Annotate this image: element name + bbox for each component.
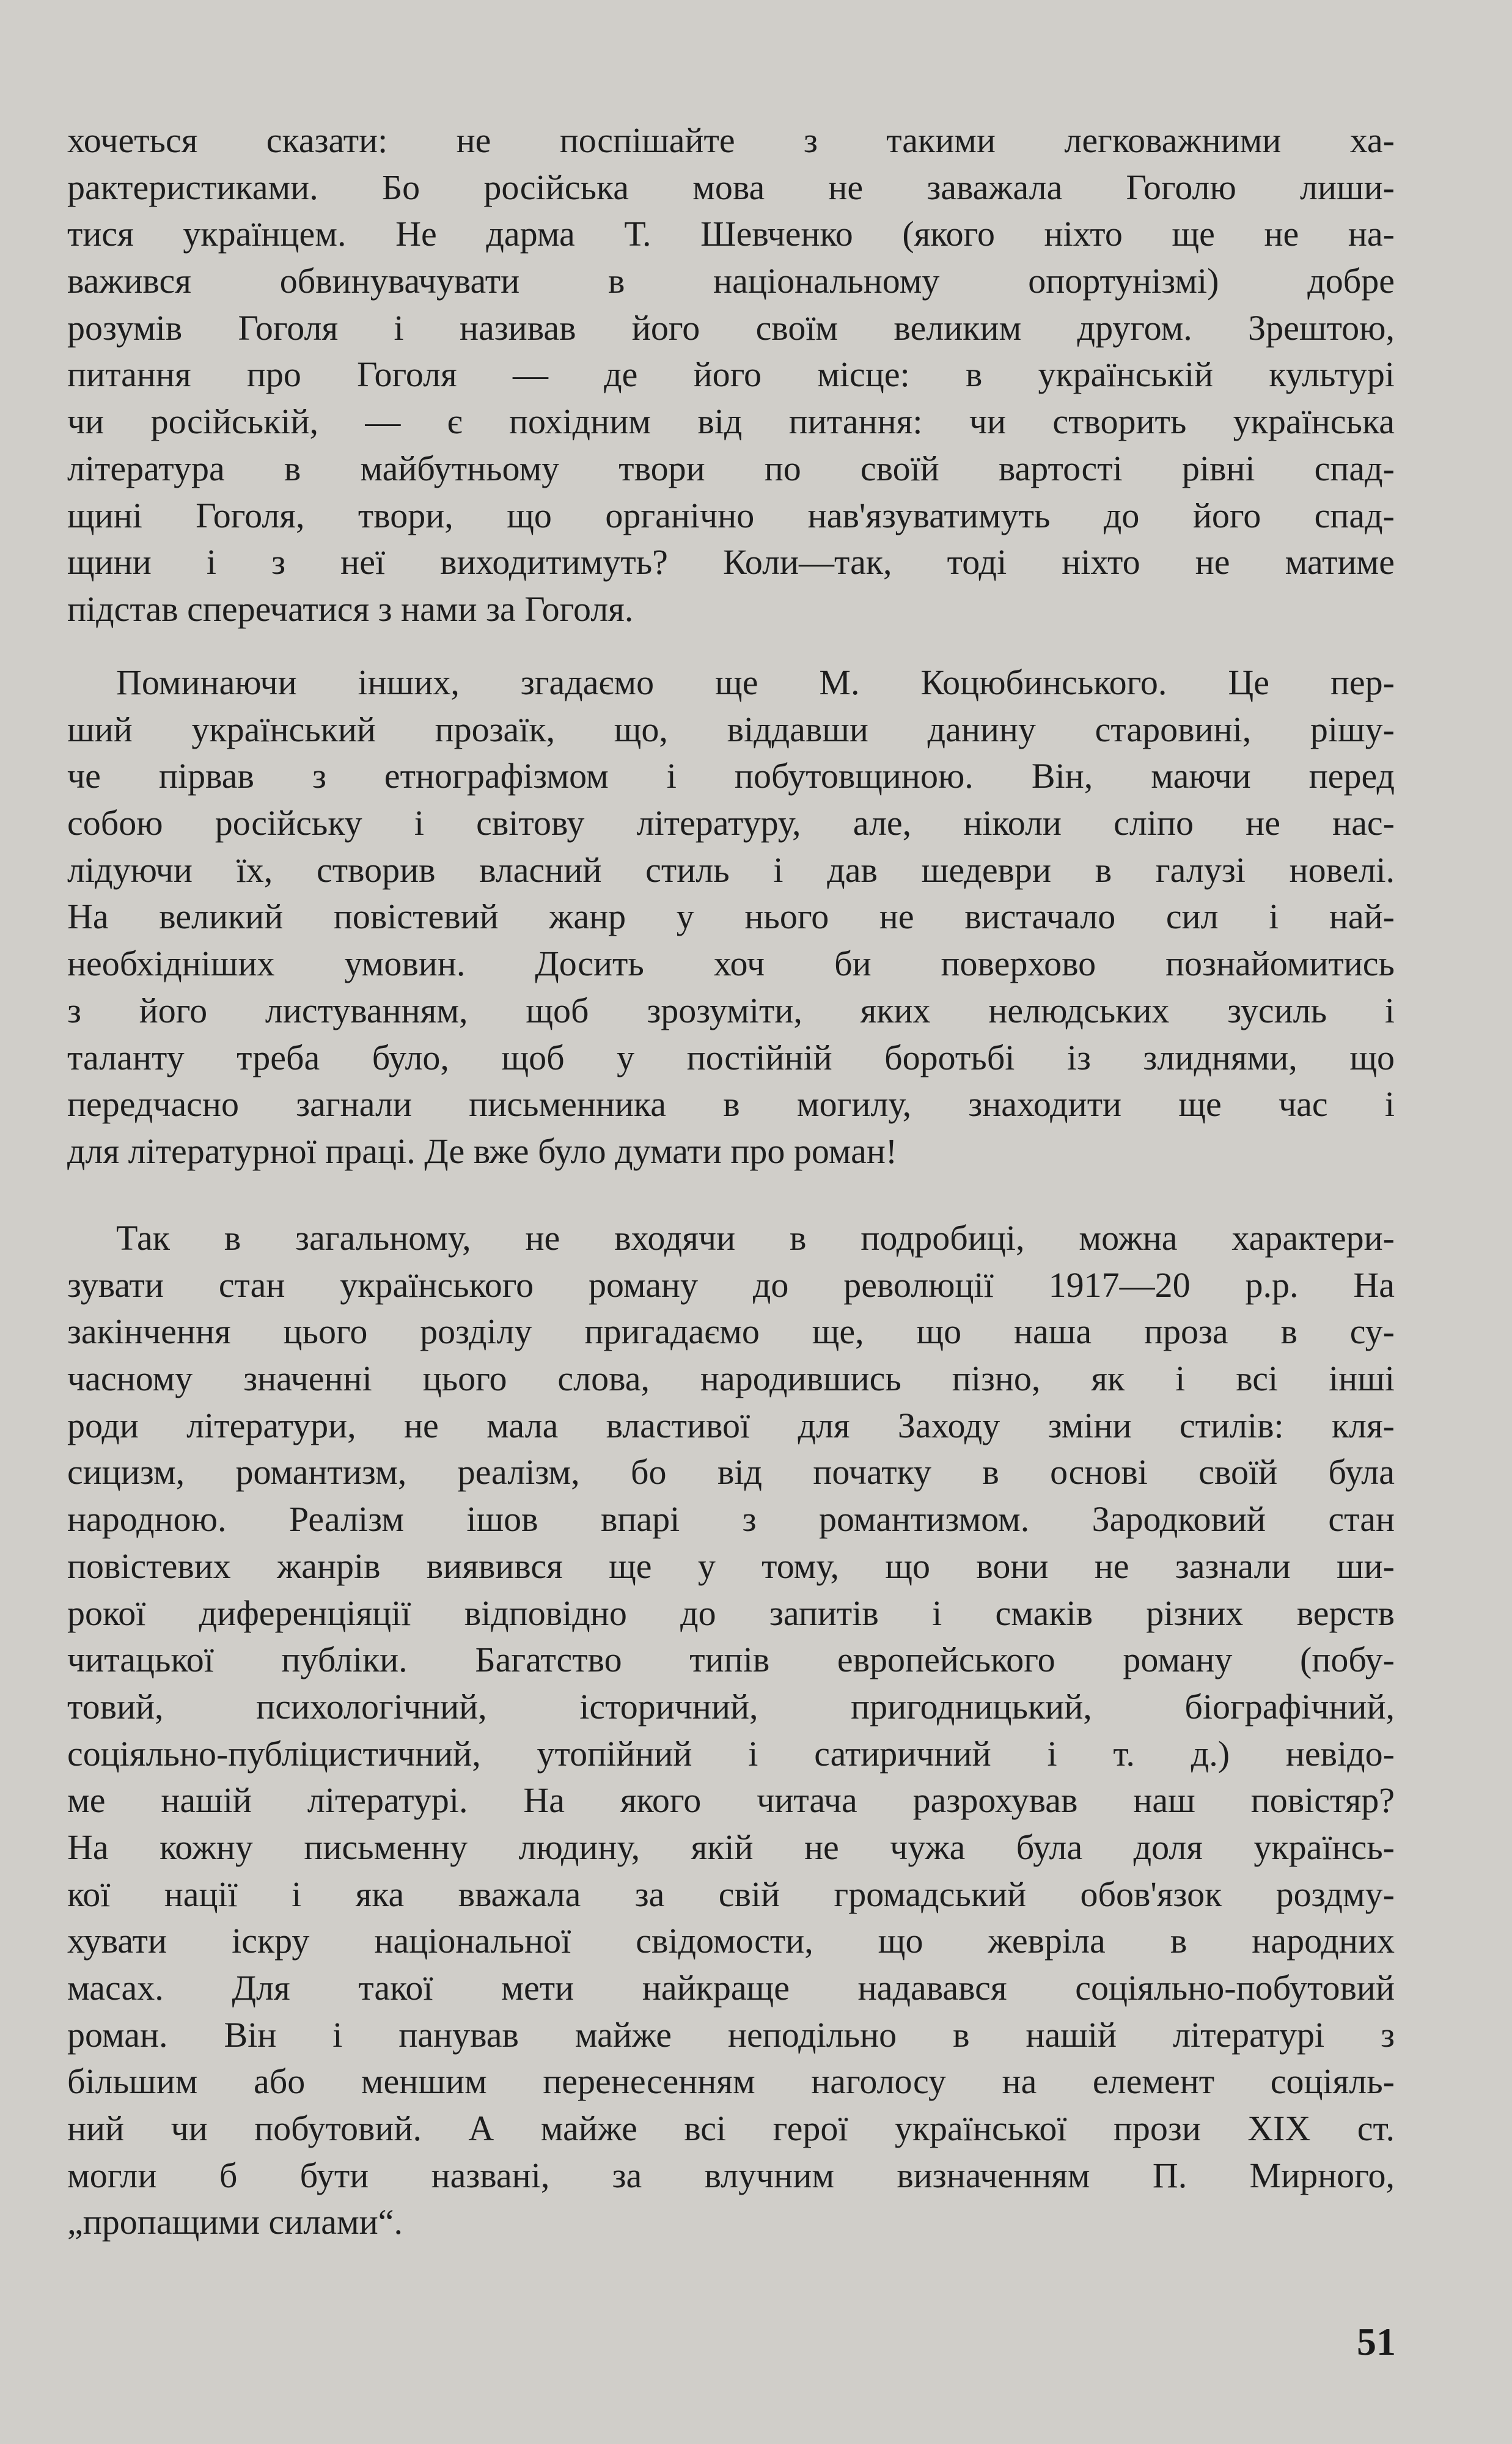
text-line: хувати іскру національної свідомости, що жевріла в народних <box>67 1921 1395 1961</box>
text-line: рокої диференціяції відповідно до запитів і смаків різних верств <box>67 1593 1395 1633</box>
text-line: роман. Він і панував майже неподільно в нашій літературі з <box>67 2014 1395 2055</box>
text-line: таланту треба було, щоб у постійній боротьбі із злиднями, що <box>67 1037 1395 1077</box>
text-line: підстав сперечатися з нами за Гоголя. <box>67 589 634 629</box>
text-line: Так в загальному, не входячи в подробиці, можна характери- <box>116 1218 1395 1258</box>
text-line: На великий повістевий жанр у нього не вистачало сил і най- <box>67 897 1395 937</box>
text-line: часному значенні цього слова, народившись пізно, як і всі інші <box>67 1359 1395 1399</box>
text-line: тися українцем. Не дарма Т. Шевченко (якого ніхто ще не на- <box>67 214 1395 254</box>
text-line: роди літератури, не мала властивої для Заходу зміни стилів: кля- <box>67 1405 1395 1445</box>
text-line: народною. Реалізм ішов впарі з романтизмом. Зародковий стан <box>67 1499 1395 1539</box>
text-line: закінчення цього розділу пригадаємо ще, що наша проза в су- <box>67 1312 1395 1352</box>
text-line: „пропащими силами“. <box>67 2202 403 2242</box>
text-line: кої нації і яка вважала за свій громадський обов'язок роздму- <box>67 1874 1395 1914</box>
text-line: лідуючи їх, створив власний стиль і дав шедеври в галузі новелі. <box>67 850 1395 890</box>
paragraph-2 <box>67 659 1395 1175</box>
text-line: щині Гоголя, твори, що органічно нав'язуватимуть до його спад- <box>67 495 1395 535</box>
text-line: література в майбутньому твори по своїй вартості рівні спад- <box>67 448 1395 488</box>
text-line: зувати стан українського роману до революції 1917—20 р.р. На <box>67 1264 1395 1305</box>
text-line: хочеться сказати: не поспішайте з такими легковажними ха- <box>67 120 1395 160</box>
text-line: масах. Для такої мети найкраще надавався соціяльно-побутовий <box>67 1968 1395 2008</box>
text-line: розумів Гоголя і називав його своїм великим другом. Зрештою, <box>67 307 1395 348</box>
text-line: ме нашій літературі. На якого читача разрохував наш повістяр? <box>67 1780 1395 1821</box>
text-line: питання про Гоголя — де його місце: в українській культурі <box>67 354 1395 395</box>
text-line: На кожну письменну людину, якій не чужа була доля українсь- <box>67 1827 1395 1867</box>
text-line: че пірвав з етнографізмом і побутовщиною. Він, маючи перед <box>67 756 1395 796</box>
text-line: собою російську і світову літературу, але, ніколи сліпо не нас- <box>67 803 1395 843</box>
text-line: рактеристиками. Бо російська мова не заважала Гоголю лиши- <box>67 167 1395 207</box>
text-line: важився обвинувачувати в національному опортунізмі) добре <box>67 261 1395 301</box>
text-line: товий, психологічний, історичний, пригодницький, біографічний, <box>67 1686 1395 1727</box>
text-line: сицизм, романтизм, реалізм, бо від початку в основі своїй була <box>67 1452 1395 1492</box>
text-line: повістевих жанрів виявився ще у тому, що вони не зазнали ши- <box>67 1546 1395 1586</box>
text-line: для літературної праці. Де вже було думати про роман! <box>67 1131 898 1171</box>
paragraph-3 <box>67 1215 1395 2246</box>
text-line: більшим або меншим перенесенням наголосу на елемент соціяль- <box>67 2061 1395 2102</box>
text-line: щини і з неї виходитимуть? Коли—так, тоді ніхто не матиме <box>67 542 1395 582</box>
text-line: з його листуванням, щоб зрозуміти, яких нелюдських зусиль і <box>67 990 1395 1030</box>
text-line: читацької публіки. Багатство типів европейського роману (побу- <box>67 1640 1395 1680</box>
text-line: ший український прозаїк, що, віддавши данину старовині, рішу- <box>67 709 1395 749</box>
text-line: Поминаючи інших, згадаємо ще М. Коцюбинського. Це пер- <box>116 662 1395 702</box>
page-number: 51 <box>1357 2320 1396 2363</box>
text-line: могли б бути названі, за влучним визначенням П. Мирного, <box>67 2155 1395 2195</box>
text-line: необхідніших умовин. Досить хоч би поверхово познайомитись <box>67 944 1395 984</box>
text-line: соціяльно-публіцистичний, утопійний і сатиричний і т. д.) невідо- <box>67 1733 1395 1774</box>
paragraph-1 <box>67 117 1395 633</box>
text-line: ний чи побутовий. А майже всі герої української прози XIX ст. <box>67 2108 1395 2149</box>
text-line: передчасно загнали письменника в могилу, знаходити ще час і <box>67 1084 1395 1125</box>
text-line: чи російській, — є похідним від питання: чи створить українська <box>67 402 1395 442</box>
